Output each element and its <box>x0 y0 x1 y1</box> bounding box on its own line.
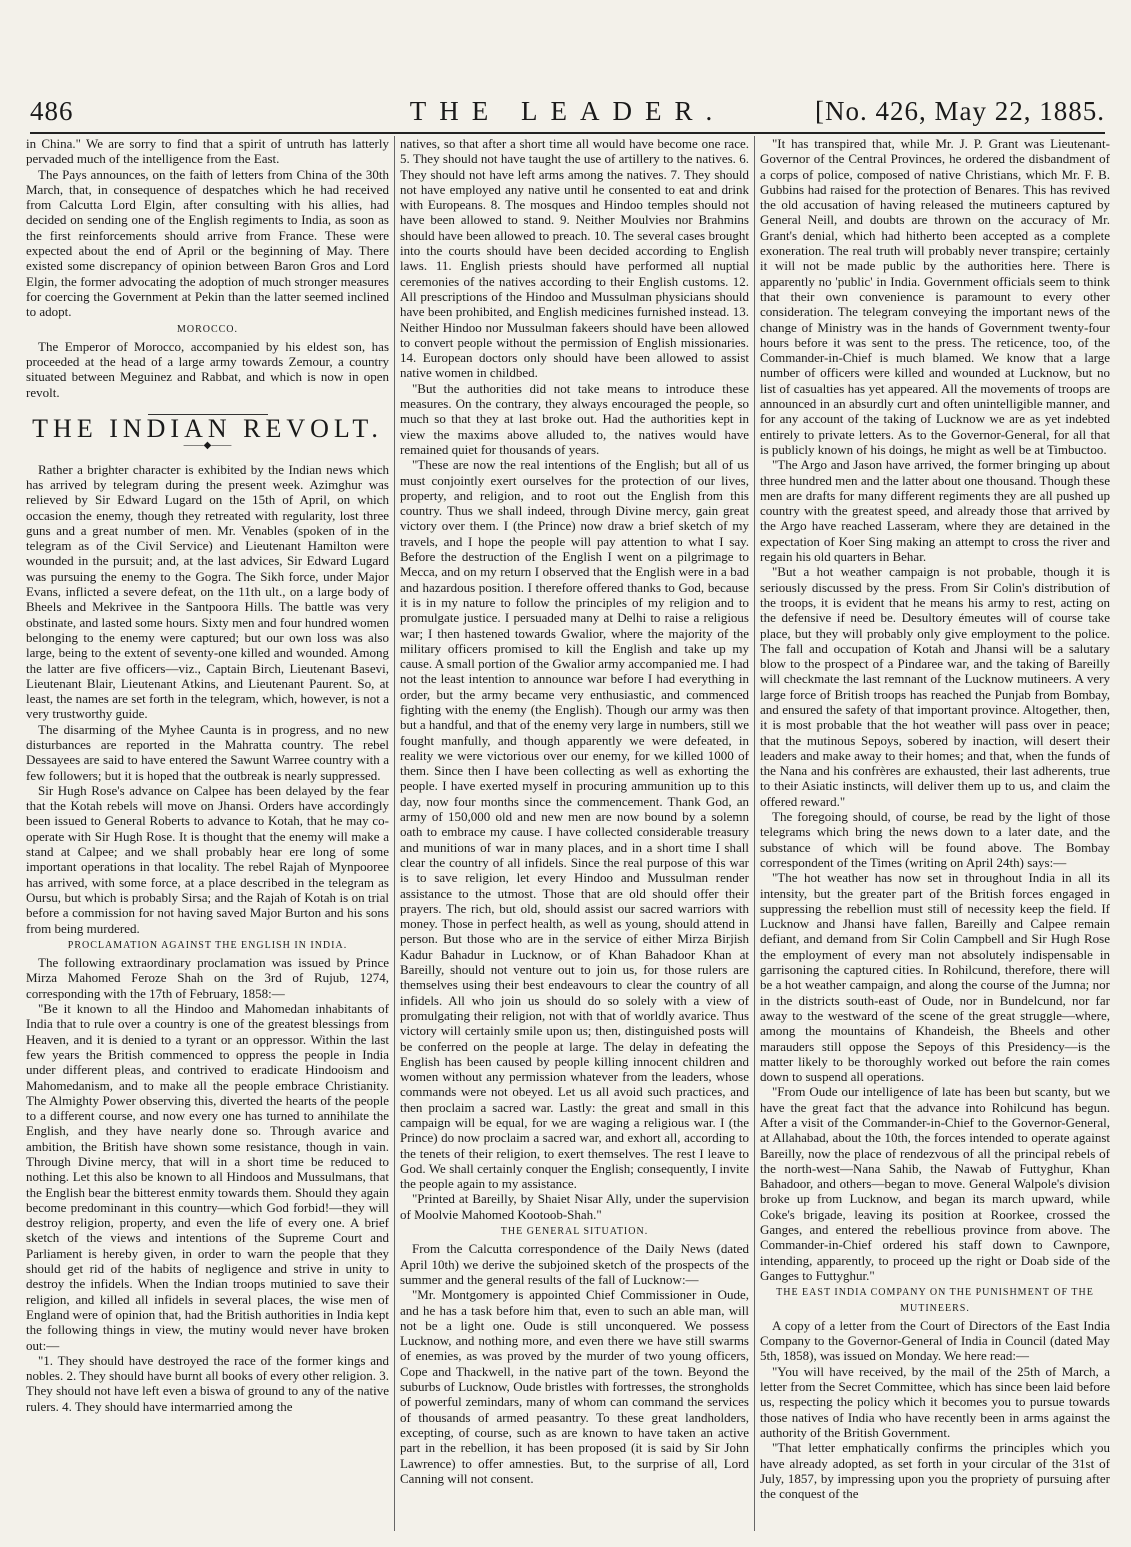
column-2 <box>400 136 749 1531</box>
subheading-general-situation: THE GENERAL SITUATION. <box>500 1226 649 1238</box>
paragraph: in China." We are sorry to find that a spirit of untruth has latterly pervaded much of the intelligence from the East. <box>26 136 389 167</box>
paragraph: natives, so that after a short time all would have become one race. 5. They should not have taught the use of artillery to the natives. 6. They should not have left arms among the natives. 7. They should not have employed any native until he consented to eat and drink with Europeans. 8. The mosques and Hindoo temples should not have been allowed to stand. 9. Neither Moulvies nor Brahmins should have been allowed to preach. 10. The several cases brought into the courts should have been decided according to English laws. 11. English priests should have performed all nuptial ceremonies of the natives according to their English customs. 12. All prescriptions of the Hindoo and Mussulman physicians should have been prohibited, and English medicines furnished instead. 13. Neither Hindoo nor Mussulman fakeers should have been allowed to convert people without the permission of English missionaries. 14. European doctors only should have been allowed to assist native women in childbed. <box>400 136 749 381</box>
paragraph: The following extraordinary proclamation was issued by Prince Mirza Mahomed Feroze Shah on the 3rd of Rujub, 1274, corresponding with the 17th of February, 1858:— <box>26 955 389 1001</box>
paragraph: "Mr. Montgomery is appointed Chief Commissioner in Oude, and he has a task before him that, even to such an able man, will not be a light one. Oude is still unconquered. We possess Lucknow, and nothing more, and even there we have still swarms of enemies, as was proved by the murder of two young officers, Cope and Thackwell, in the native part of the town. Beyond the suburbs of Lucknow, Oude bristles with fortresses, the strongholds of powerful zemindars, many of whom can command the services of thousands of armed peasantry. To these great landholders, excepting, of course, such as are known to have taken an active part in the rebellion, it has been proposed (it is said by Sir John Lawrence) to offer amnesties. But, to the surprise of all, Lord Canning will not consent. <box>400 1287 749 1486</box>
paragraph: "These are now the real intentions of the English; but all of us must conjointly exert ourselves for the protection of our lives, property, and religion, and to root out the English from this country. Thus we shall indeed, through Divine mercy, gain great victory over them. I (the Prince) now draw a brief sketch of my travels, and I hope the people will pay attention to what I say. Before the destruction of the English I went on a pilgrimage to Mecca, and on my return I observed that the English were in a bad and hazardous position. I therefore offered thanks to God, because it is in my nature to follow the principles of my religion and to promulgate justice. I persuaded many at Delhi to raise a religious war; I then hastened towards Gwalior, where the majority of the military officers promised to kill the English and take up my cause. A small portion of the Gwalior army accompanied me. I had not the least intention to announce war before I had everything in order, but the army became very enthusiastic, and commenced fighting with the enemy (the English). Though our army was then but a handful, and that of the enemy very large in numbers, still we fought manfully, and though apparently we were defeated, in reality we were victorious over our enemy, for we killed 1000 of them. Since then I have been collecting as well as exhorting the people. I have exerted myself in procuring ammunition up to this day, now four months since the commencement. Thank God, an army of 150,000 old and new men are now bound by a solemn oath to embrace my cause. I have collected considerable treasury and munitions of war in many places, and in a short time I shall clear the country of all infidels. Since the real purpose of this war is to save religion, let every Hindoo and Mussulman render assistance to the utmost. Those that are old should offer their prayers. The rich, but old, should assist our sacred warriors with money. Those in perfect health, as well as young, should attend in person. But those who are in the service of either Mirza Birjish Kadur Bahadur in Lucknow, or of Khan Bahadoor Khan at Bareilly, should not venture out to join us, for those rulers are themselves using their best endeavours to clear the country of all infidels. All who join us should do so solely with a view of promulgating their religion, not with that of worldly avarice. Thus victory will certainly smile upon us; then, distinguished posts will be conferred on the people at large. The delay in defeating the English has been caused by people killing innocent children and women without any permission whatever from the leaders, whose commands were not obeyed. Let us all avoid such practices, and then proclaim a sacred war. Lastly: the great and small in this campaign will be equal, for we are waging a religious war. I (the Prince) do now proclaim a sacred war, and exhort all, according to the tenets of their religion, to exert themselves. The rest I leave to God. We shall certainly conquer the English; consequently, I invite the people again to my assistance. <box>400 457 749 1192</box>
subheading-morocco: MOROCCO. <box>176 323 239 335</box>
masthead-title: THE LEADER. <box>409 96 726 126</box>
paragraph: "You will have received, by the mail of the 25th of March, a letter from the Secret Committee, which has since been laid before us, respecting the policy which it becomes you to pursue towards those natives of India who have recently been in arms against the authority of the British Government. <box>760 1363 1110 1440</box>
paragraph: Sir Hugh Rose's advance on Calpee has been delayed by the fear that the Kotah rebels will move on Jhansi. Orders have accordingly been issued to General Roberts to advance to Kotah, that he may co-operate with Sir Hugh Rose. It is thought that the enemy will make a stand at Calpee; and we shall probably hear ere long of some important operations in that locality. The rebel Rajah of Mynpooree has arrived, with some force, at a place described in the telegram as Oursu, but which is probably Sirsa; and the Rajah of Kotah is on trial before a commission for not having saved Major Burton and his sons from being murdered. <box>26 782 389 936</box>
article-headline: THE INDIAN REVOLT. <box>32 414 383 444</box>
paragraph: The Emperor of Morocco, accompanied by his eldest son, has proceeded at the head of a large army towards Zemour, a country situated between Meguinez and Rabbat, and which is now in open revolt. <box>26 338 389 400</box>
page-header <box>30 92 1105 134</box>
column-rule <box>754 136 755 1531</box>
paragraph: "From Oude our intelligence of late has been but scanty, but we have the great fact that the advance into Rohilcund has begun. After a visit of the Commander-in-Chief to the Governor-General, at Allahabad, about the 10th, the forces intended to operate against Bareilly, now the place of rendezvous of all the principal rebels of the north-west—Nana Sahib, the Nawab of Futtyghur, Khan Bahadoor, and others—began to move. General Walpole's division broke up from Lucknow, and began its march upward, while Coke's brigade, leaving its position at Roorkee, crossed the Ganges, and entered the rebellious province from above. The Commander-in-Chief ordered his staff down to Cawnpore, intending, apparently, to proceed up the right or Doab side of the Ganges to Futtyghur." <box>760 1084 1110 1283</box>
paragraph: "That letter emphatically confirms the principles which you have already adopted, as set forth in your circular of the 31st of July, 1857, by impressing upon you the propriety of pursuing after the conquest of the <box>760 1440 1110 1502</box>
subheading-proclamation: PROCLAMATION AGAINST THE ENGLISH IN INDIA. <box>67 939 348 951</box>
paragraph: "But the authorities did not take means to introduce these measures. On the contrary, they always encouraged the people, so much so that they at last broke out. Had the authorities kept in view the maxims above alluded to, the natives would have remained quiet for thousands of years. <box>400 380 749 457</box>
column-3 <box>760 136 1110 1531</box>
issue-info: [No. 426, May 22, 1885. <box>815 96 1105 126</box>
paragraph: "It has transpired that, while Mr. J. P. Grant was Lieutenant-Governor of the Central Provinces, he ordered the disbandment of a corps of police, composed of native Christians, which Mr. F. B. Gubbins had raised for the protection of Benares. This has revived the old accusation of having released the mutineers captured by General Neill, and doubts are thrown on the accuracy of Mr. Grant's denial, which had hitherto been accepted as a complete exoneration. The real truth will probably never transpire; certainly it will not be made public by the authorities here. There is apparently no 'public' in India. Government officials seem to think that their own convenience is paramount to every other consideration. The telegram conveying the important news of the change of Ministry was in the hands of Government twenty-four hours before it was sent to the press. The reticence, too, of the Commander-in-Chief is much blamed. We know that a large number of officers were killed and wounded at Lucknow, but no list of casualties has yet appeared. All the movements of troops are announced in an absurdly curt and often unintelligible manner, and for any account of the taking of Lucknow we are as yet indebted entirely to private letters. As to the Governor-General, for all that is publicly known of his doings, he might as well be at Timbuctoo. <box>760 136 1110 457</box>
column-1 <box>26 136 389 1531</box>
paragraph: Rather a brighter character is exhibited by the Indian news which has arrived by telegram during the present week. Azimghur was relieved by Sir Edward Lugard on the 15th of April, on which occasion the enemy, though they retreated with regularity, lost three guns and a great number of men. Mr. Venables (spoken of in the telegram as of the Civil Service) and Lieutenant Hamilton were wounded in the pursuit; and, at the last advices, Sir Edward Lugard was pursuing the enemy to the Gogra. The Sikh force, under Major Evans, inflicted a severe defeat, on the 11th ult., on a large body of Bheels and Mekrivee in the Santpoora Hills. The battle was very obstinate, and lasted some hours. Sixty men and four hundred women belonging to the enemy were captured; but our own loss was also large, being to the extent of seventy-one killed and wounded. Among the latter are five officers—viz., Captain Birch, Lieutenant Basevi, Lieutenant Blair, Lieutenant Atkins, and Lieutenant Paurent. So, at least, the names are set forth in the telegram, which, however, is not a very trustworthy guide. <box>26 461 389 722</box>
ornament-divider: ——◆—— <box>183 440 232 452</box>
page-number: 486 <box>30 96 74 126</box>
paragraph: The Pays announces, on the faith of letters from China of the 30th March, that, in consequence of despatches which he had received from Calcutta Lord Elgin, after consulting with his allies, had decided on sending one of the English regiments to India, as soon as the first reinforcements should arrive from France. These were expected about the end of April or the beginning of May. There existed some discrepancy of opinion between Baron Gros and Lord Elgin, the former advocating the adoption of much stronger measures for coercing the Government at Pekin than the latter seemed inclined to adopt. <box>26 166 389 320</box>
paragraph: "Be it known to all the Hindoo and Mahomedan inhabitants of India that to rule over a country is one of the greatest blessings from Heaven, and it is denied to a tyrant or an oppressor. Within the last few years the British commenced to oppress the people in India under different pleas, and contrived to eradicate Hindooism and Mahomedanism, and to make all the people embrace Christianity. The Almighty Power observing this, diverted the hearts of the people to a different course, and now every one has turned to annihilate the English, and they have nearly done so. Through avarice and ambition, the British have shown some resistance, though in vain. Through Divine mercy, that will in a short time be reduced to nothing. Let this also be known to all Hindoos and Mussulmans, that the English bear the bitterest enmity towards them. Should they again become predominant in this country—which God forbid!—they will destroy religion, property, and even the life of every one. A brief sketch of the views and intentions of the Supreme Court and Parliament is hereby given, in order to warn the people that they should get rid of the habits of negligence and strive in unity to destroy the infidels. When the Indian troops mutinied to save their religion, and killed all infidels in several places, the wise men of England were of opinion that, had the British authorities in India kept the following things in view, the mutiny would never have broken out:— <box>26 1001 389 1353</box>
paragraph: From the Calcutta correspondence of the Daily News (dated April 10th) we derive the subjoined sketch of the prospects of the summer and the general results of the fall of Lucknow:— <box>400 1241 749 1287</box>
paragraph: A copy of a letter from the Court of Directors of the East India Company to the Governor-General of India in Council (dated May 5th, 1858), was issued on Monday. We here read:— <box>760 1317 1110 1364</box>
paragraph: "1. They should have destroyed the race of the former kings and nobles. 2. They should have burnt all books of every other religion. 3. They should not have left even a biswa of ground to any of the native rulers. 4. They should have intermarried among the <box>26 1352 389 1414</box>
paragraph: "Printed at Bareilly, by Shaiet Nisar Ally, under the supervision of Moolvie Mahomed Kootoob-Shah." <box>400 1191 749 1222</box>
paragraph: "The Argo and Jason have arrived, the former bringing up about three hundred men and the latter about one thousand. Though these men are drafts for many different regiments they are all pushed up country with the greatest speed, and already those that arrived by the Argo have reached Lasseram, where they are detained in the expectation of Koer Sing making an attempt to cross the river and regain his old quarters in Behar. <box>760 457 1110 565</box>
subheading-east-india-company: THE EAST INDIA COMPANY ON THE PUNISHMENT OF THE MUTINEERS. <box>776 1287 1094 1314</box>
column-rule <box>394 136 395 1531</box>
paragraph: The foregoing should, of course, be read by the light of those telegrams which bring the news down to a later date, and the substance of which will be found above. The Bombay correspondent of the Times (writing on April 24th) says:— <box>760 809 1110 870</box>
paragraph: "But a hot weather campaign is not probable, though it is seriously discussed by the press. From Sir Colin's distribution of the troops, it is evident that he means his army to rest, acting on the defensive if need be. Desultory émeutes will of course take place, but they will probably only give employment to the police. The fall and occupation of Kotah and Jhansi will be a salutary blow to the prospect of a Pindaree war, and the taking of Bareilly will checkmate the last remnant of the Lucknow mutineers. A very large force of British troops has reached the Punjab from Bombay, and ensured the safety of that important province. Altogether, then, it is most probable that the hot weather will pass over in peace; that the mutinous Sepoys, sobered by inaction, will desert their leaders and make away to their homes; and that, when the funds of the Nana and his confrères are exhausted, their last adherents, true to their Asiatic instincts, will deliver them up to us, and claim the offered reward." <box>760 564 1110 809</box>
paragraph: "The hot weather has now set in throughout India in all its intensity, but the greater part of the British forces engaged in suppressing the rebellion must still of necessity keep the field. If Lucknow and Jhansi have fallen, Bareilly and Calpee remain defiant, and demand from Sir Colin Campbell and Sir Hugh Rose the employment of every man not absolutely indispensable in garrisoning the captured cities. In Rohilcund, therefore, there will be a hot weather campaign, and along the course of the Jumna; nor in the districts south-east of Oude, nor in Bundelcund, nor far away to the westward of the scene of the great struggle—where, among the mountains of Khandeish, the Bheels and other marauders still oppose the Sepoys of this Presidency—is the matter likely to be thoroughly worked out before the rain comes down to suspend all operations. <box>760 870 1110 1085</box>
paragraph: The disarming of the Myhee Caunta is in progress, and no new disturbances are reported in the Mahratta country. The rebel Dessayees are said to have entered the Sawunt Warree country with a few followers; but it is hoped that the outbreak is nearly suppressed. <box>26 721 389 783</box>
